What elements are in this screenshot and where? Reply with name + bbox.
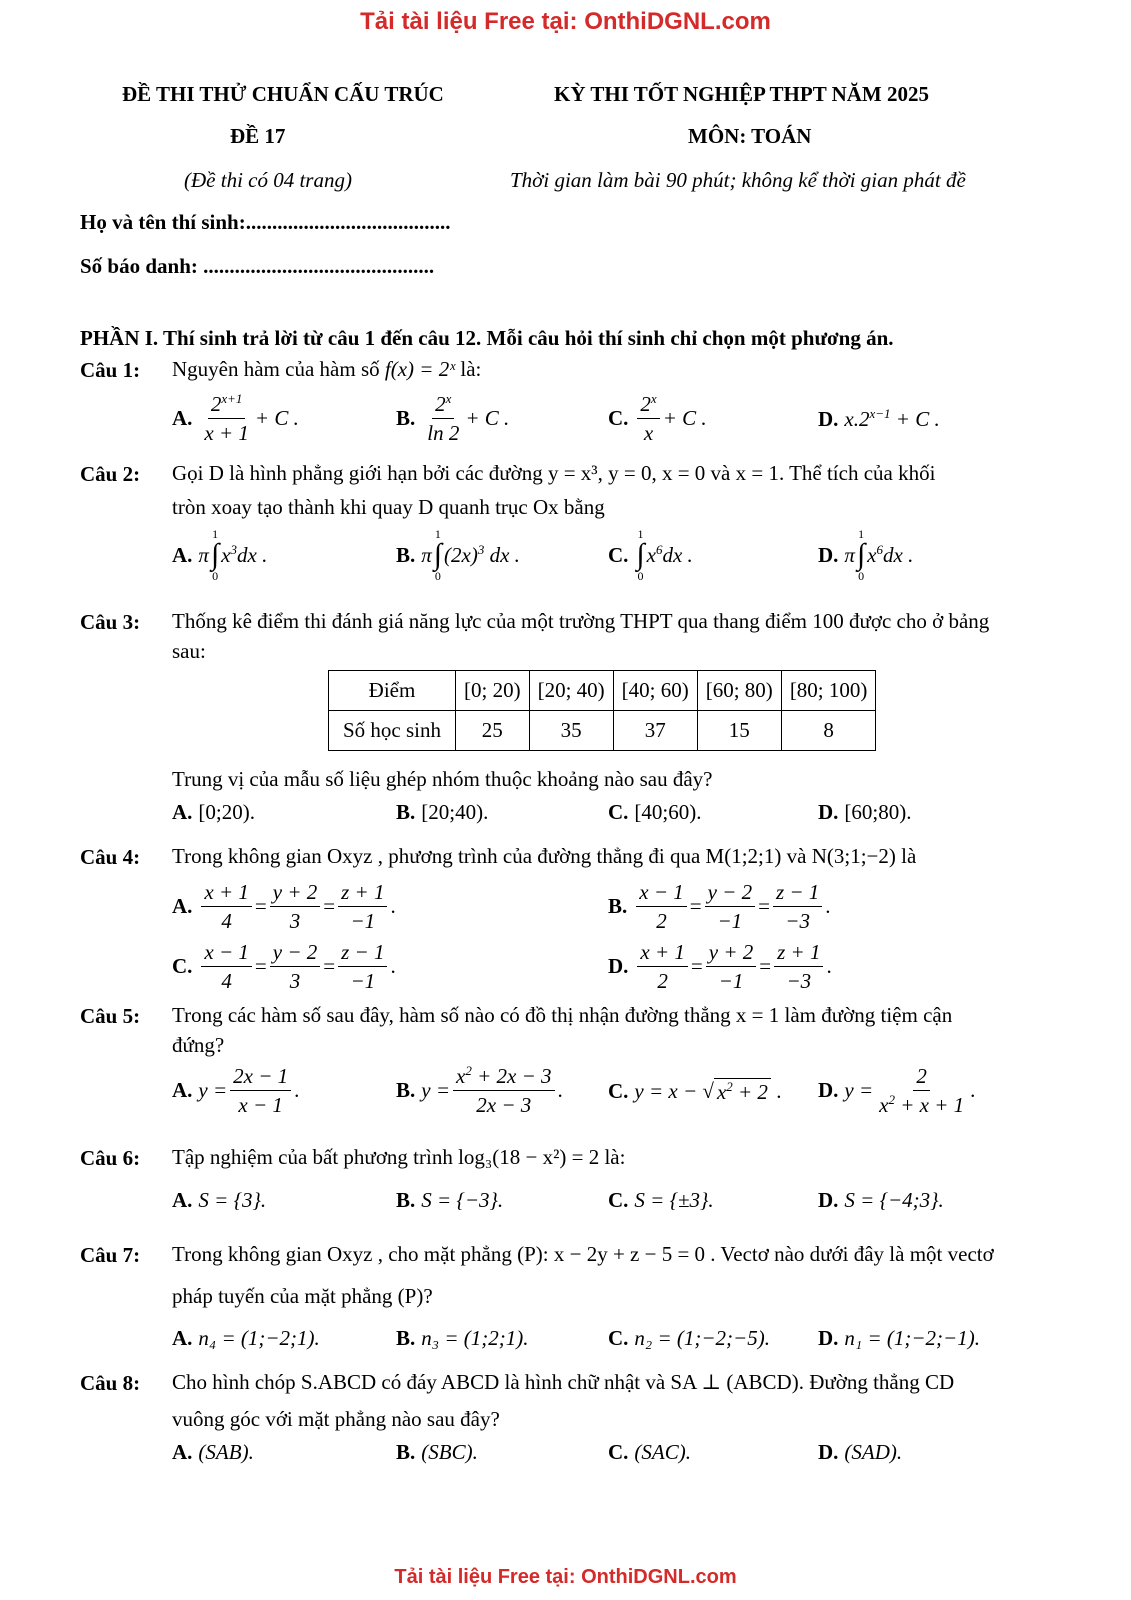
q6-option-d[interactable]: D. S = {−4;3}.	[818, 1188, 944, 1212]
q8-option-d[interactable]: D. (SAD).	[818, 1440, 903, 1464]
q3-option-a[interactable]: A. [0;20).	[172, 800, 255, 824]
q4-option-a[interactable]: A. $\frac{x + 1}{4}$ = $\frac{y + 2}{3}$ = $\frac{z + 1}{-1}$ .	[172, 880, 396, 934]
q4-text: Trong không gian Oxyz , phương trình của đường thẳng đi qua M(1;2;1) và N(3;1;−2) là	[172, 844, 917, 868]
q6-option-b[interactable]: B. S = {−3}.	[396, 1188, 504, 1212]
table-row	[329, 671, 876, 711]
q5-option-d[interactable]: D. y = $\frac{2}{x^2 + x + 1}$ .	[818, 1064, 976, 1118]
bottom-banner-link[interactable]: Tải tài liệu Free tại: OnthiDGNL.com	[394, 1566, 737, 1588]
q1-label: Câu 1:	[80, 358, 141, 382]
q2-line1: Gọi D là hình phẳng giới hạn bởi các đường y = x³, y = 0, x = 0 và x = 1. Thể tích của khối	[172, 461, 936, 485]
candidate-id-field: Số báo danh: ............................................	[80, 254, 435, 278]
candidate-name-field: Họ và tên thí sinh:.......................................	[80, 210, 451, 234]
q6-option-c[interactable]: C. S = {±3}.	[608, 1188, 714, 1212]
exam-number: ĐỀ 17	[230, 124, 286, 148]
interval-cell: [80; 100)	[781, 671, 876, 711]
q8-line1: Cho hình chóp S.ABCD có đáy ABCD là hình chữ nhật và SA ⊥ (ABCD). Đường thẳng CD	[172, 1370, 955, 1394]
q5-option-b[interactable]: B. y = $\frac{x^2 + 2x - 3}{2x - 3}$ .	[396, 1063, 563, 1118]
count-cell: 35	[529, 711, 613, 751]
q5-label: Câu 5:	[80, 1004, 141, 1028]
q3-line2: sau:	[172, 639, 206, 663]
q2-option-b[interactable]: B. π 1 ∫ 0 $(2x)^3$ dx .	[396, 527, 520, 583]
pages-note: (Đề thi có 04 trang)	[184, 168, 352, 192]
interval-cell: [40; 60)	[613, 671, 697, 711]
q3-option-c[interactable]: C. [40;60).	[608, 800, 702, 824]
q5-line1: Trong các hàm số sau đây, hàm số nào có đồ thị nhận đường thẳng x = 1 làm đường tiệm cận	[172, 1003, 953, 1027]
q4-option-b[interactable]: B. $\frac{x - 1}{2}$ = $\frac{y - 2}{-1}$ = $\frac{z - 1}{-3}$ .	[608, 880, 831, 934]
interval-cell: [0; 20)	[456, 671, 530, 711]
q1-option-a[interactable]: A. $\frac{2^{x+1}}{x + 1}$ + C .	[172, 391, 299, 446]
table-row	[329, 711, 876, 751]
interval-cell: [60; 80)	[697, 671, 781, 711]
q8-line2: vuông góc với mặt phẳng nào sau đây?	[172, 1407, 500, 1431]
count-cell: 15	[697, 711, 781, 751]
q1-option-d[interactable]: D. $x.2^{x-1} + C$ .	[818, 406, 940, 431]
count-cell: 37	[613, 711, 697, 751]
q5-option-a[interactable]: A. y = $\frac{2x - 1}{x - 1}$ .	[172, 1064, 300, 1118]
q3-line1: Thống kê điểm thi đánh giá năng lực của một trường THPT qua thang điểm 100 được cho ở bảng	[172, 609, 990, 633]
q8-option-b[interactable]: B. (SBC).	[396, 1440, 478, 1464]
q7-line1: Trong không gian Oxyz , cho mặt phẳng (P): x − 2y + z − 5 = 0 . Vectơ nào dưới đây là một vectơ	[172, 1242, 994, 1266]
q8-option-a[interactable]: A. (SAB).	[172, 1440, 254, 1464]
q1-option-b[interactable]: B. $\frac{2^x}{\ln 2}$ + C .	[396, 391, 510, 446]
interval-cell: [20; 40)	[529, 671, 613, 711]
q6-text: Tập nghiệm của bất phương trình log₃(18 − x²) = 2 là:	[172, 1145, 626, 1169]
q2-option-a[interactable]: A. π 1 ∫ 0 $x^3dx$ .	[172, 527, 268, 583]
left-title: ĐỀ THI THỬ CHUẨN CẤU TRÚC	[122, 82, 444, 106]
q8-option-c[interactable]: C. (SAC).	[608, 1440, 691, 1464]
q7-option-d[interactable]: D. n₁ = (1;−2;−1).	[818, 1326, 980, 1350]
q3-question: Trung vị của mẫu số liệu ghép nhóm thuộc khoảng nào sau đây?	[172, 767, 713, 791]
q7-option-a[interactable]: A. n₄ = (1;−2;1).	[172, 1326, 320, 1350]
q1-option-c[interactable]: C. $\frac{2^x}{x}$ + C .	[608, 391, 707, 446]
q2-option-c[interactable]: C. 1 ∫ 0 $x^6dx$ .	[608, 527, 693, 583]
subject: MÔN: TOÁN	[688, 124, 812, 148]
time-note: Thời gian làm bài 90 phút; không kể thời gian phát đề	[510, 168, 966, 192]
q7-option-b[interactable]: B. n₃ = (1;2;1).	[396, 1326, 529, 1350]
q2-line2: tròn xoay tạo thành khi quay D quanh trục Ox bằng	[172, 495, 605, 519]
q2-label: Câu 2:	[80, 462, 141, 486]
q7-label: Câu 7:	[80, 1243, 141, 1267]
q5-option-c[interactable]: C. y = x − √ $x^2 + 2$ .	[608, 1079, 782, 1104]
score-table	[328, 670, 876, 751]
count-cell: 25	[456, 711, 530, 751]
table-head-students: Số học sinh	[329, 711, 456, 751]
q5-line2: đứng?	[172, 1033, 225, 1057]
q3-option-d[interactable]: D. [60;80).	[818, 800, 912, 824]
q4-option-c[interactable]: C. $\frac{x - 1}{4}$ = $\frac{y - 2}{3}$ = $\frac{z - 1}{-1}$ .	[172, 940, 396, 994]
q3-label: Câu 3:	[80, 610, 141, 634]
q4-label: Câu 4:	[80, 845, 141, 869]
q4-option-d[interactable]: D. $\frac{x + 1}{2}$ = $\frac{y + 2}{-1}$ = $\frac{z + 1}{-3}$ .	[608, 940, 832, 994]
top-banner-link[interactable]: Tải tài liệu Free tại: OnthiDGNL.com	[360, 8, 771, 35]
q2-option-d[interactable]: D. π 1 ∫ 0 $x^6dx$ .	[818, 527, 914, 583]
q6-label: Câu 6:	[80, 1146, 141, 1170]
q6-option-a[interactable]: A. S = {3}.	[172, 1188, 267, 1212]
q8-label: Câu 8:	[80, 1371, 141, 1395]
q7-option-c[interactable]: C. n₂ = (1;−2;−5).	[608, 1326, 770, 1350]
count-cell: 8	[781, 711, 876, 751]
table-head-score: Điểm	[329, 671, 456, 711]
right-title: KỲ THI TỐT NGHIỆP THPT NĂM 2025	[554, 82, 929, 106]
q1-text: Nguyên hàm của hàm số f(x) = 2ˣ là:	[172, 357, 482, 381]
part-one-heading: PHẦN I. Thí sinh trả lời từ câu 1 đến câu 12. Mỗi câu hỏi thí sinh chỉ chọn một phương án.	[80, 326, 894, 350]
q7-line2: pháp tuyến của mặt phẳng (P)?	[172, 1284, 433, 1308]
q3-option-b[interactable]: B. [20;40).	[396, 800, 489, 824]
